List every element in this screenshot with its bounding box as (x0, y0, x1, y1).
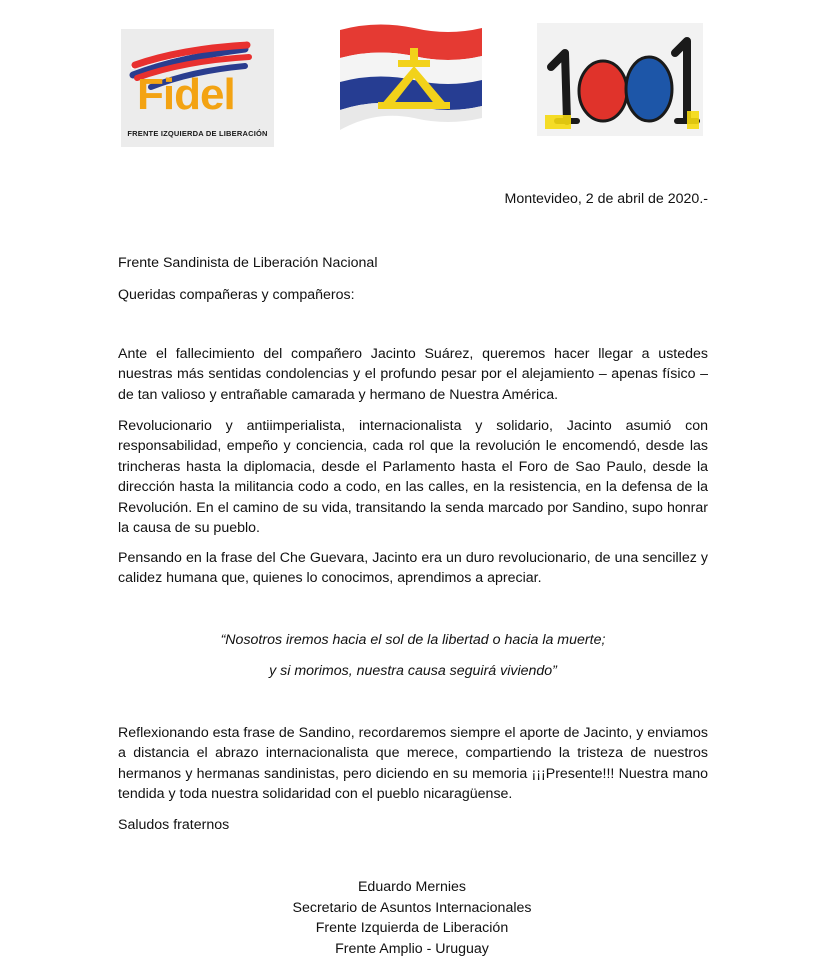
letter-greeting: Queridas compañeras y compañeros: (118, 287, 355, 303)
signature-organization: Frente Izquierda de Liberación (315, 920, 509, 936)
letter-recipient: Frente Sandinista de Liberación Nacional (118, 255, 378, 271)
paragraph-revolutionary: Revolucionario y antiimperialista, internacionalista y solidario, Jacinto asumió con responsabilidad, empeño y conciencia, cada rol que la revolución le encomendó, desde las trincheras hasta la diplomacia, desde el Parlamento hasta el Foro de Sao Paulo, desde la dirección hasta la militancia codo a codo, en las calles, en la resistencia, en la defensa de la Revolución. En el camino de su vida, transitando la senda marcado por Sandino, supo honrar la causa de su pueblo. (118, 418, 708, 537)
fidel-logo (121, 29, 274, 147)
signature-coalition: Frente Amplio - Uruguay (335, 941, 489, 957)
letter-date: Montevideo, 2 de abril de 2020.- (504, 191, 708, 207)
quote-line-2: y si morimos, nuestra causa seguirá viviendo” (269, 663, 557, 679)
flag-icon (336, 18, 486, 136)
paragraph-che-guevara: Pensando en la frase del Che Guevara, Jacinto era un duro revolucionario, de una sencillez y calidez humana que, quienes lo conocimos, aprendimos a apreciar. (118, 550, 708, 587)
paragraph-reflection: Reflexionando esta frase de Sandino, recordaremos siempre el aporte de Jacinto, y enviamos a distancia el abrazo internacionalista que merece, compartiendo la tristeza de nuestros hermanos y hermanas sandinistas, pero diciendo en su memoria ¡¡¡Presente!!! Nuestra mano tendida y toda nuestra solidaridad con el pueblo nicaragüense. (118, 725, 708, 803)
flag-logo (336, 18, 486, 136)
signature-name: Eduardo Mernies (357, 879, 467, 895)
quote-line-1: “Nosotros iremos hacia el sol de la libertad o hacia la muerte; (220, 632, 606, 648)
1001-wordmark-icon (537, 23, 703, 136)
paragraph-condolences: Ante el fallecimiento del compañero Jacinto Suárez, queremos hacer llegar a ustedes nuestras más sentidas condolencias y el profundo pesar por el alejamiento – apenas físico – de tan valioso y entrañable camarada y hermano de Nuestra América. (118, 346, 708, 403)
fidel-caption: FRENTE IZQUIERDA DE LIBERACIÓN (127, 129, 268, 138)
letter-closing: Saludos fraternos (118, 817, 230, 833)
fidel-wordmark: Fidel (137, 70, 235, 119)
signature-title: Secretario de Asuntos Internacionales (292, 900, 532, 916)
1001-logo (537, 23, 703, 136)
